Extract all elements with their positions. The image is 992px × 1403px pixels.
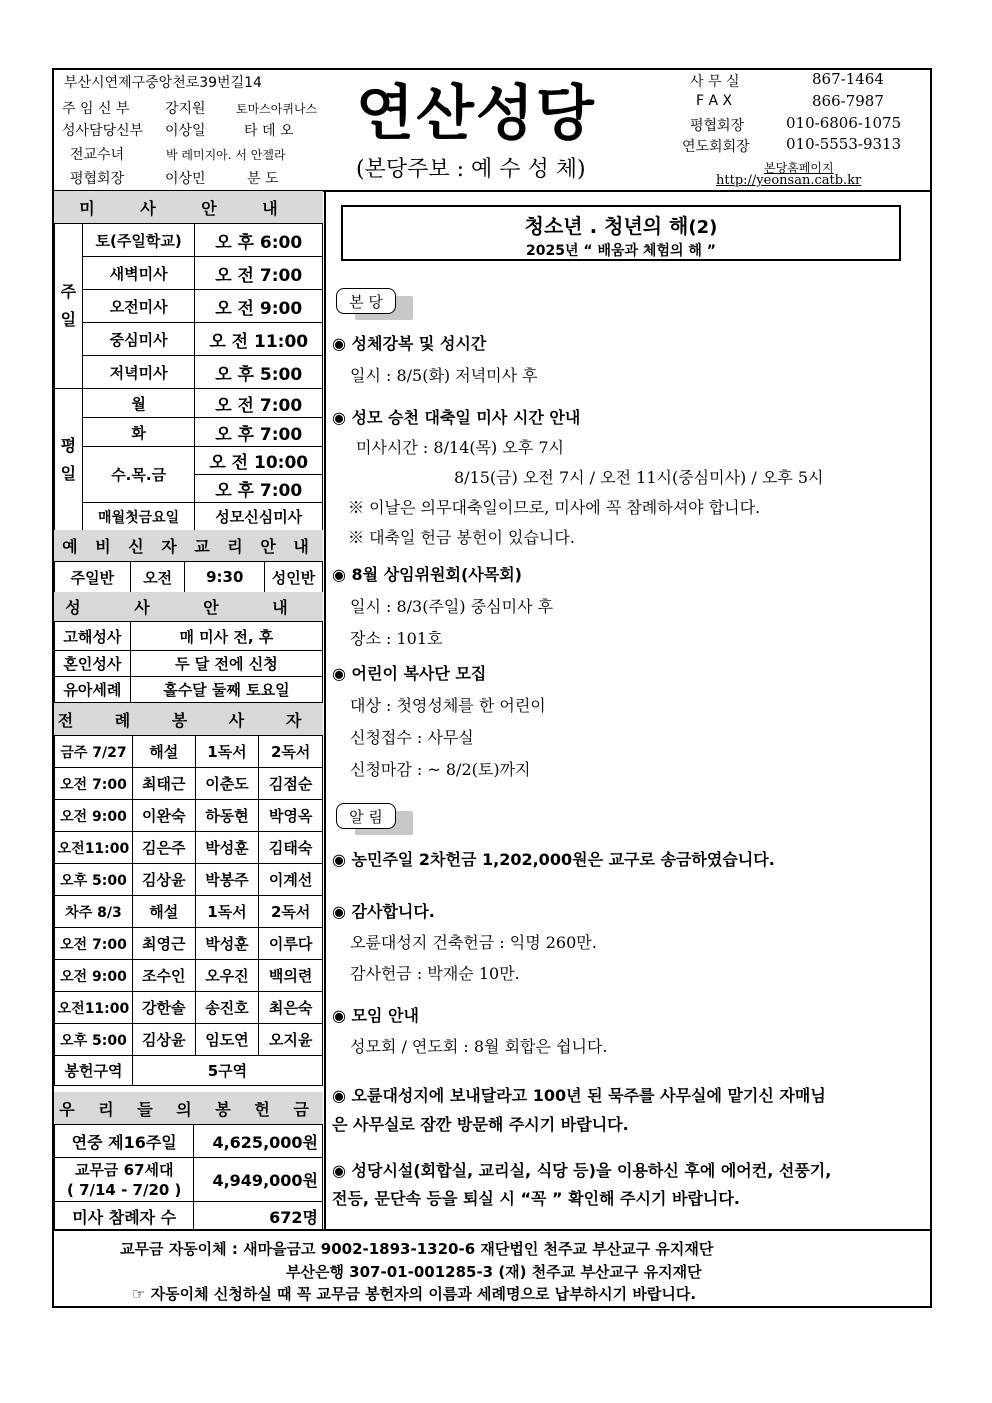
- ministers-table: [54, 735, 323, 1086]
- minister-cell: 2독서: [259, 896, 323, 928]
- notice-item-rosary: [332, 1081, 826, 1139]
- page-title: 연산성당: [356, 79, 596, 149]
- item-line: ※ 대축일 헌금 봉헌이 있습니다.: [348, 528, 575, 547]
- minister-slot: 오전 7:00: [55, 928, 133, 960]
- sunday-mass-time: 오 전 11:00: [195, 323, 323, 356]
- minister-cell: 하동현: [195, 800, 259, 832]
- contact-label-council: 평협회장: [690, 118, 745, 134]
- minister-cell: 최은숙: [259, 992, 323, 1024]
- pastor-name: 강지원: [165, 101, 206, 117]
- weekday-mass-name: 수.목.금: [82, 447, 195, 503]
- homepage-label: 본당홈페이지: [764, 161, 834, 175]
- weekday-label: 평 일: [55, 389, 83, 531]
- ministers-title: 전 례 봉 사 자: [57, 710, 320, 730]
- minister-slot: 차주 8/3: [55, 896, 133, 928]
- sisters-role: 전교수녀: [70, 147, 125, 163]
- weekday-mass-name: 월: [82, 389, 195, 418]
- contact-label-yeondo: 연도회회장: [682, 139, 750, 155]
- minister-cell: 박성훈: [195, 928, 259, 960]
- minister-cell: 해설: [132, 736, 195, 768]
- theme-title: 청소년 . 청년의 해(2): [524, 214, 718, 238]
- offering-label-period: ( 7/14 - 7/20 ): [67, 1180, 182, 1199]
- sunday-mass-time: 오 전 9:00: [195, 290, 323, 323]
- minister-cell: 최태근: [132, 768, 195, 800]
- sacraments-table: [54, 621, 323, 703]
- catechumen-time: 9:30: [185, 562, 265, 593]
- council-role: 평협회장: [70, 171, 125, 187]
- sunday-mass-name: 중심미사: [82, 323, 195, 356]
- minister-cell: 박영옥: [259, 800, 323, 832]
- mass-table: [54, 223, 323, 531]
- offering-value: 672명: [194, 1202, 323, 1231]
- minister-slot: 오전11:00: [55, 832, 133, 864]
- sacrament-value: 두 달 전에 신청: [130, 651, 322, 677]
- item-line: 장소 : 101호: [350, 629, 443, 648]
- item-line: 신청접수 : 사무실: [350, 728, 474, 747]
- minister-slot: 오전11:00: [55, 992, 133, 1024]
- item-line: 일시 : 8/3(주일) 중심미사 후: [350, 597, 554, 616]
- sunday-mass-name: 토(주일학교): [82, 224, 195, 257]
- mass-title: 미 사 안 내: [79, 198, 298, 218]
- item-heading: ◉ 오륜대성지에 보내달라고 100년 된 묵주를 사무실에 맡기신 자매님: [332, 1086, 826, 1105]
- minister-cell: 오우진: [195, 960, 259, 992]
- sunday-label: 주 일: [55, 224, 83, 389]
- sisters-names: 박 레미지아. 서 안젤라: [166, 148, 286, 162]
- footer-line-1: 교무금 자동이체 : 새마을금고 9002-1893-1320-6 재단법인 천주교 부산교구 유지재단: [120, 1240, 714, 1258]
- catechumen-period: 오전: [130, 562, 185, 593]
- offering-value: 4,949,000원: [194, 1158, 323, 1202]
- minister-cell: 1독서: [195, 896, 259, 928]
- offerings-table: [54, 1124, 323, 1231]
- minister-cell: 김상윤: [132, 864, 195, 896]
- sacrament-value: 홀수달 둘째 토요일: [130, 677, 322, 703]
- sunday-mass-time: 오 후 5:00: [195, 356, 323, 389]
- item-line: 신청마감 : ~ 8/2(토)까지: [350, 760, 531, 779]
- theme-subtitle: 2025년 “ 배움과 체험의 해 ”: [526, 243, 716, 259]
- minister-cell: 이루다: [259, 928, 323, 960]
- homepage-link[interactable]: http://yeonsan.catb.kr: [716, 173, 862, 188]
- contact-value-office: 867-1464: [812, 70, 884, 88]
- offering-label: [55, 1158, 194, 1202]
- sacrament-value: 매 미사 전, 후: [130, 622, 322, 651]
- minister-cell: 박성훈: [195, 832, 259, 864]
- sacrament-name: 혼인성사: [55, 651, 131, 677]
- weekday-mass-time: 성모신심미사: [195, 503, 323, 531]
- contact-value-fax: 866-7987: [812, 92, 884, 110]
- council-name: 이상민: [165, 171, 206, 187]
- parish-item-committee: [332, 562, 553, 649]
- assistant-baptism: 타 데 오: [244, 123, 294, 139]
- offerings-title: 우 리 들 의 봉 헌 금: [59, 1099, 318, 1119]
- footer-line-2: 부산은행 307-01-001285-3 (재) 천주교 부산교구 유지재단: [286, 1263, 702, 1281]
- footer-line-3: ☞ 자동이체 신청하실 때 꼭 교무금 봉헌자의 이름과 세례명으로 납부하시기 바랍니다.: [132, 1285, 697, 1303]
- sunday-mass-name: 저녁미사: [82, 356, 195, 389]
- offering-area-value: 5구역: [132, 1056, 322, 1086]
- column-divider: [324, 190, 326, 1230]
- item-line: 성모회 / 연도회 : 8월 회합은 쉽니다.: [350, 1037, 608, 1056]
- minister-slot: 오전 7:00: [55, 768, 133, 800]
- sunday-mass-name: 오전미사: [82, 290, 195, 323]
- offering-label: 연중 제16주일: [55, 1125, 194, 1158]
- offering-label-line: 교무금 67세대: [74, 1160, 174, 1179]
- pastor-baptism: 토마스아퀴나스: [236, 102, 318, 116]
- minister-cell: 임도연: [195, 1024, 259, 1056]
- catechumen-class: 주일반: [55, 562, 131, 593]
- notice-item-thanks: [332, 899, 597, 984]
- council-baptism: 분 도: [247, 171, 279, 187]
- minister-cell: 조수인: [132, 960, 195, 992]
- minister-slot: 오후 5:00: [55, 864, 133, 896]
- contact-label-fax: F A X: [696, 93, 733, 109]
- item-line: 미사시간 : 8/14(목) 오후 7시: [356, 438, 564, 457]
- item-heading: ◉ 성체강복 및 성시간: [332, 334, 487, 353]
- sacrament-name: 고해성사: [55, 622, 131, 651]
- parish-item-altar-servers: [332, 661, 546, 780]
- minister-slot: 금주 7/27: [55, 736, 133, 768]
- minister-cell: 2독서: [259, 736, 323, 768]
- catechumen-title: 예 비 신 자 교 리 안 내: [62, 537, 315, 556]
- minister-slot: 오전 9:00: [55, 960, 133, 992]
- item-line: ※ 이날은 의무대축일이므로, 미사에 꼭 참례하셔야 합니다.: [348, 498, 761, 517]
- offering-label: 미사 참례자 수: [55, 1202, 194, 1231]
- parish-item-assumption: [332, 405, 823, 548]
- item-line: 일시 : 8/5(화) 저녁미사 후: [350, 366, 538, 385]
- item-heading: ◉ 모임 안내: [332, 1006, 419, 1025]
- pastor-role: 주 임 신 부: [62, 101, 130, 117]
- contact-value-yeondo: 010-5553-9313: [786, 135, 902, 153]
- minister-cell: 강한솔: [132, 992, 195, 1024]
- offering-value: 4,625,000원: [194, 1125, 323, 1158]
- sunday-mass-time: 오 전 7:00: [195, 257, 323, 290]
- page-subtitle: (본당주보 : 예 수 성 체): [356, 157, 586, 182]
- weekday-mass-name: 화: [82, 418, 195, 447]
- minister-cell: 오지윤: [259, 1024, 323, 1056]
- weekday-mass-time: 오 전 7:00: [195, 389, 323, 418]
- minister-cell: 1독서: [195, 736, 259, 768]
- contact-label-office: 사 무 실: [690, 74, 740, 90]
- weekday-mass-time: 오 후 7:00: [195, 475, 323, 503]
- item-heading-cont: 은 사무실로 잠깐 방문해 주시기 바랍니다.: [332, 1115, 629, 1134]
- item-line: 대상 : 첫영성체를 한 어린이: [350, 696, 546, 715]
- parish-item-adoration: [332, 331, 538, 386]
- minister-cell: 송진호: [195, 992, 259, 1024]
- weekday-mass-name: 매월첫금요일: [82, 503, 195, 531]
- item-heading: ◉ 어린이 복사단 모집: [332, 664, 487, 683]
- notice-item-farmers: [332, 847, 775, 870]
- minister-cell: 김상윤: [132, 1024, 195, 1056]
- address: 부산시연제구중앙천로39번길14: [64, 75, 262, 91]
- sunday-mass-time: 오 후 6:00: [195, 224, 323, 257]
- notice-item-facilities: [332, 1157, 831, 1213]
- minister-cell: 김은주: [132, 832, 195, 864]
- item-heading: ◉ 감사합니다.: [332, 902, 435, 921]
- minister-cell: 김태숙: [259, 832, 323, 864]
- item-line: 오륜대성지 건축헌금 : 익명 260만.: [350, 933, 597, 952]
- minister-cell: 박봉주: [195, 864, 259, 896]
- sacraments-title: 성 사 안 내: [65, 598, 312, 617]
- minister-slot: 오전 9:00: [55, 800, 133, 832]
- sacrament-name: 유아세례: [55, 677, 131, 703]
- item-heading-cont: 전등, 문단속 등을 퇴실 시 “꼭 ” 확인해 주시기 바랍니다.: [332, 1189, 740, 1208]
- weekday-mass-time: 오 후 7:00: [195, 418, 323, 447]
- minister-cell: 이완숙: [132, 800, 195, 832]
- item-line: 8/15(금) 오전 7시 / 오전 11시(중심미사) / 오후 5시: [454, 468, 824, 487]
- parish-tag: 본 당: [336, 288, 396, 314]
- catechumen-table: [54, 561, 323, 593]
- offering-area-label: 봉헌구역: [55, 1056, 133, 1086]
- catechumen-target: 성인반: [265, 562, 323, 593]
- item-heading: ◉ 농민주일 2차헌금 1,202,000원은 교구로 송금하였습니다.: [332, 850, 775, 869]
- minister-cell: 최영근: [132, 928, 195, 960]
- item-heading: ◉ 8월 상임위원회(사목회): [332, 565, 522, 584]
- minister-cell: 이계선: [259, 864, 323, 896]
- minister-cell: 백의련: [259, 960, 323, 992]
- notice-item-meeting: [332, 1003, 608, 1057]
- sunday-mass-name: 새벽미사: [82, 257, 195, 290]
- minister-cell: 해설: [132, 896, 195, 928]
- item-heading: ◉ 성당시설(회합실, 교리실, 식당 등)을 이용하신 후에 에어컨, 선풍기,: [332, 1161, 832, 1180]
- weekday-mass-time: 오 전 10:00: [195, 447, 323, 475]
- assistant-name: 이상일: [165, 123, 206, 139]
- contact-value-council: 010-6806-1075: [786, 114, 902, 132]
- minister-cell: 김점순: [259, 768, 323, 800]
- notice-tag: 알 림: [336, 803, 396, 829]
- minister-cell: 이춘도: [195, 768, 259, 800]
- assistant-role: 성사담당신부: [62, 123, 144, 139]
- item-heading: ◉ 성모 승천 대축일 미사 시간 안내: [332, 408, 581, 427]
- item-line: 감사헌금 : 박재순 10만.: [350, 964, 520, 983]
- minister-slot: 오후 5:00: [55, 1024, 133, 1056]
